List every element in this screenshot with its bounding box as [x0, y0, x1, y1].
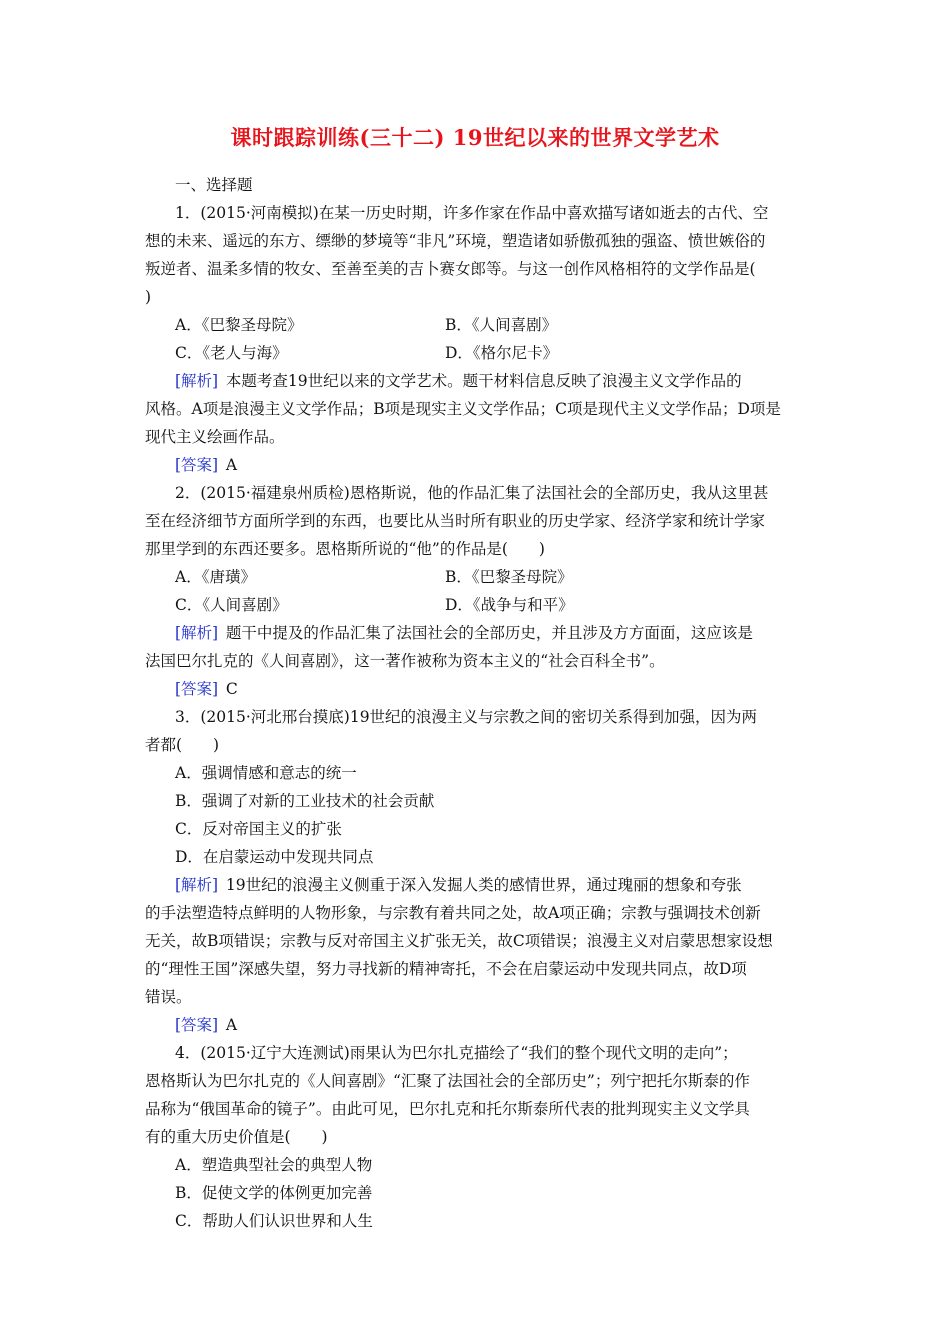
question-3-line-1: 3．(2015·河北邢台摸底)19世纪的浪漫主义与宗教之间的密切关系得到加强，因为两 — [175, 708, 758, 726]
question-3-analysis-line-3: 无关，故B项错误；宗教与反对帝国主义扩张无关，故C项错误；浪漫主义对启蒙思想家设想 — [145, 932, 773, 950]
question-3-line-2: 者都( ) — [145, 736, 220, 754]
question-4-line-4: 有的重大历史价值是( ) — [145, 1128, 328, 1146]
question-3-analysis-line-4: 的“理性王国”深感失望，努力寻找新的精神寄托，不会在启蒙运动中发现共同点，故D项 — [145, 960, 747, 978]
question-2-option-d: D．《战争与和平》 — [445, 596, 574, 614]
question-3-option-a: A．强调情感和意志的统一 — [175, 764, 357, 782]
question-4-option-c: C．帮助人们认识世界和人生 — [175, 1212, 373, 1230]
analysis-tag: [解析] — [175, 876, 219, 894]
question-1-line-4: ) — [145, 288, 152, 306]
question-4-line-1: 4．(2015·辽宁大连测试)雨果认为巴尔扎克描绘了“我们的整个现代文明的走向”； — [175, 1044, 738, 1062]
question-4-line-2: 恩格斯认为巴尔扎克的《人间喜剧》“汇聚了法国社会的全部历史”；列宁把托尔斯泰的作 — [145, 1072, 750, 1090]
question-1-answer — [175, 455, 835, 475]
question-2-answer — [175, 679, 835, 699]
question-1-line-2: 想的未来、遥远的东方、缥缈的梦境等“非凡”环境，塑造诸如骄傲孤独的强盗、愤世嫉俗的 — [145, 232, 766, 250]
question-2-line-2: 至在经济细节方面所学到的东西，也要比从当时所有职业的历史学家、经济学家和统计学家 — [145, 512, 766, 530]
question-4-line-3: 品称为“俄国革命的镜子”。由此可见，巴尔扎克和托尔斯泰所代表的批判现实主义文学具 — [145, 1100, 750, 1118]
question-1-analysis-line-2: 风格。A项是浪漫主义文学作品；B项是现实主义文学作品；C项是现代主义文学作品；D项是 — [145, 400, 781, 418]
question-1-line-3: 叛逆者、温柔多情的牧女、至善至美的吉卜赛女郎等。与这一创作风格相符的文学作品是( — [145, 260, 756, 278]
question-4-option-b: B．促使文学的体例更加完善 — [175, 1184, 373, 1202]
question-3-option-c: C．反对帝国主义的扩张 — [175, 820, 342, 838]
question-3-option-b: B．强调了对新的工业技术的社会贡献 — [175, 792, 435, 810]
answer-value: A — [225, 1016, 238, 1034]
question-2-line-3: 那里学到的东西还要多。恩格斯所说的“他”的作品是( ) — [145, 540, 545, 558]
question-3-analysis-line-1 — [175, 875, 835, 895]
question-3-analysis-line-5: 错误。 — [145, 988, 192, 1006]
question-2-analysis-line-1 — [175, 623, 835, 643]
answer-value: A — [225, 456, 238, 474]
answer-tag: [答案] — [175, 680, 219, 698]
question-1-option-c: C．《老人与海》 — [175, 344, 288, 362]
analysis-tag: [解析] — [175, 372, 219, 390]
question-2-option-b: B．《巴黎圣母院》 — [445, 568, 573, 586]
question-1-line-1: 1．(2015·河南模拟)在某一历史时期，许多作家在作品中喜欢描写诸如逝去的古代、空 — [175, 204, 769, 222]
question-2-analysis-line-2: 法国巴尔扎克的《人间喜剧》，这一著作被称为资本主义的“社会百科全书”。 — [145, 652, 665, 670]
question-1-option-d: D．《格尔尼卡》 — [445, 344, 559, 362]
question-4-option-a: A．塑造典型社会的典型人物 — [175, 1156, 373, 1174]
question-2-line-1: 2．(2015·福建泉州质检)恩格斯说，他的作品汇集了法国社会的全部历史，我从这里甚 — [175, 484, 769, 502]
answer-value: C — [225, 680, 238, 698]
section-heading: 一、选择题 — [175, 176, 253, 194]
question-2-option-a: A．《唐璜》 — [175, 568, 256, 586]
question-3-analysis-line-2: 的手法塑造特点鲜明的人物形象，与宗教有着共同之处，故A项正确；宗教与强调技术创新 — [145, 904, 761, 922]
analysis-text: 本题考查19世纪以来的文学艺术。题干材料信息反映了浪漫主义文学作品的 — [225, 372, 742, 390]
question-1-option-a: A．《巴黎圣母院》 — [175, 316, 303, 334]
page-title: 课时跟踪训练(三十二) 19世纪以来的世界文学艺术 — [230, 125, 720, 150]
question-3-answer — [175, 1015, 835, 1035]
analysis-text: 19世纪的浪漫主义侧重于深入发掘人类的感情世界，通过瑰丽的想象和夸张 — [225, 876, 742, 894]
answer-tag: [答案] — [175, 1016, 219, 1034]
question-1-analysis-line-1 — [175, 371, 835, 391]
analysis-text: 题干中提及的作品汇集了法国社会的全部历史，并且涉及方方面面，这应该是 — [225, 624, 753, 642]
question-1-option-b: B．《人间喜剧》 — [445, 316, 558, 334]
answer-tag: [答案] — [175, 456, 219, 474]
question-3-option-d: D．在启蒙运动中发现共同点 — [175, 848, 374, 866]
question-1-analysis-line-3: 现代主义绘画作品。 — [145, 428, 285, 446]
question-2-option-c: C．《人间喜剧》 — [175, 596, 288, 614]
analysis-tag: [解析] — [175, 624, 219, 642]
